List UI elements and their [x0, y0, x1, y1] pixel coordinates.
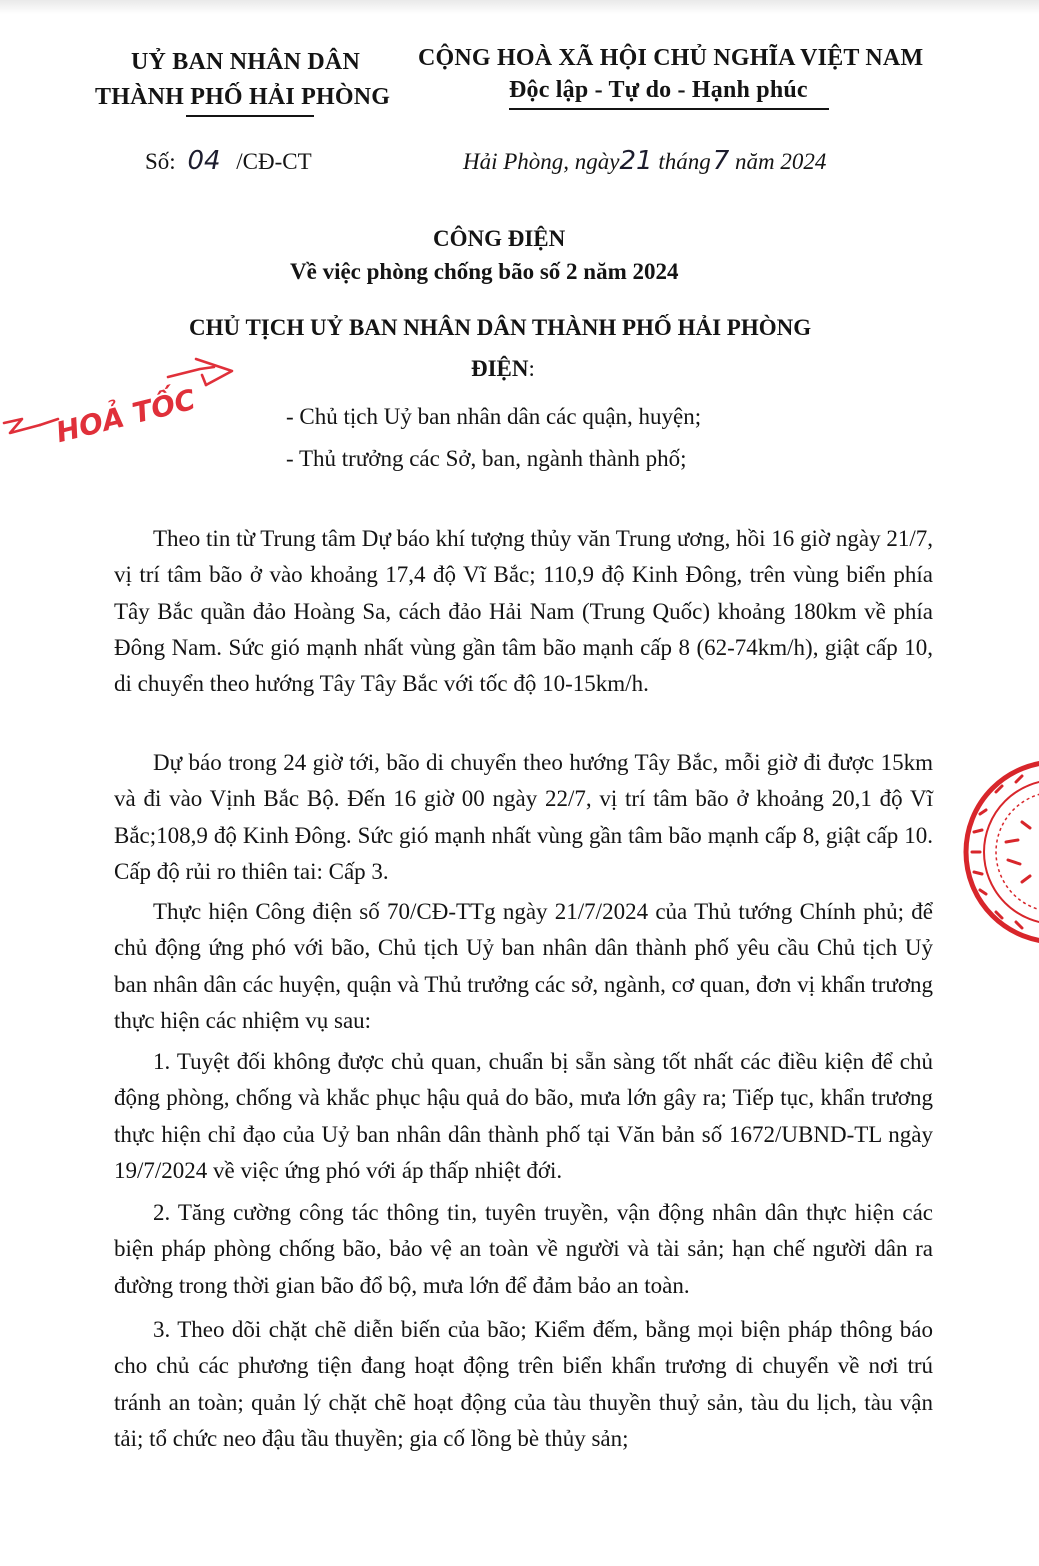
dien-word: ĐIỆN	[471, 356, 529, 381]
recipient-1: - Chủ tịch Uỷ ban nhân dân các quận, huyện;	[286, 404, 702, 429]
paragraph-1: Theo tin từ Trung tâm Dự báo khí tượng thủy văn Trung ương, hồi 16 giờ ngày 21/7, vị trí tâm bão ở vào khoảng 17,4 độ Vĩ Bắc; 110,9 độ Kinh Đông, trên vùng biển phía Tây Bắc quần đảo Hoàng Sa, cách đảo Hải Nam (Trung Quốc) khoảng 180km về phía Đông Nam. Sức gió mạnh nhất vùng gần tâm bão mạnh cấp 8 (62-74km/h), giật cấp 10, di chuyển theo hướng Tây Tây Bắc với tốc độ 10-15km/h.	[114, 526, 933, 697]
dien-colon: :	[528, 356, 535, 381]
scan-top-edge	[0, 0, 1039, 14]
so-label: Số:	[145, 149, 176, 174]
so-number-handwritten: 04	[187, 146, 221, 176]
urgent-stamp-text: HOẢ TỐC	[52, 382, 199, 447]
document-type: CÔNG ĐIỆN	[433, 226, 566, 251]
urgent-arrow-icon	[0, 357, 250, 447]
paragraph-4: 1. Tuyệt đối không được chủ quan, chuẩn bị sẵn sàng tốt nhất các điều kiện để chủ động phòng, chống và khắc phục hậu quả do bão, mưa lớn gây ra; Tiếp tục, khẩn trương thực hiện chỉ đạo của Uỷ ban nhân dân thành phố tại Văn bản số 1672/UBND-TL ngày 19/7/2024 về việc ứng phó với áp thấp nhiệt đới.	[114, 1049, 933, 1183]
month-label: tháng	[658, 149, 711, 174]
paragraph-6: 3. Theo dõi chặt chẽ diễn biến của bão; Kiểm đếm, bằng mọi biện pháp thông báo cho chủ các phương tiện đang hoạt động trên biển khẩn trương di chuyển về nơi trú tránh an toàn; quản lý chặt chẽ hoạt động của tàu thuyền thuỷ sản, tàu du lịch, tàu vận tải; tổ chức neo đậu tầu thuyền; gia cố lồng bè thủy sản;	[114, 1317, 933, 1451]
place-date	[463, 146, 826, 176]
nation-name: CỘNG HOÀ XÃ HỘI CHỦ NGHĨA VIỆT NAM	[418, 45, 924, 71]
sender-title: CHỦ TỊCH UỶ BAN NHÂN DÂN THÀNH PHỐ HẢI PHÒNG	[189, 315, 812, 340]
place-date-prefix: Hải Phòng, ngày	[463, 149, 620, 174]
urgent-stamp	[0, 357, 250, 452]
paragraph-3: Thực hiện Công điện số 70/CĐ-TTg ngày 21/7/2024 của Thủ tướng Chính phủ; để chủ động ứng phó với bão, Chủ tịch Uỷ ban nhân dân thành phố yêu cầu Chủ tịch Uỷ ban nhân dân các huyện, quận và Thủ trưởng các sở, ngành, cơ quan, đơn vị khẩn trương thực hiện các nhiệm vụ sau:	[114, 899, 933, 1033]
document-number	[145, 146, 312, 176]
day-handwritten: 21	[619, 146, 653, 176]
paragraph-2: Dự báo trong 24 giờ tới, bão di chuyển theo hướng Tây Bắc, mỗi giờ đi được 15km và đi vào Vịnh Bắc Bộ. Đến 16 giờ 00 ngày 22/7, vị trí tâm bão ở khoảng 20,1 độ Vĩ Bắc;108,9 độ Kinh Đông. Sức gió mạnh nhất vùng gần tâm bão mạnh cấp 8, giật cấp 10. Cấp độ rủi ro thiên tai: Cấp 3.	[114, 750, 933, 884]
nation-motto: Độc lập - Tự do - Hạnh phúc	[509, 77, 808, 103]
motto-underline	[509, 108, 829, 110]
dien-label	[471, 356, 535, 382]
recipient-2: - Thủ trưởng các Sở, ban, ngành thành phố;	[286, 446, 687, 471]
official-seal	[956, 752, 1039, 957]
issuing-org-line1: UỶ BAN NHÂN DÂN	[131, 49, 360, 75]
month-handwritten: 7	[712, 146, 730, 176]
seal-icon	[956, 752, 1039, 952]
issuing-org-line2: THÀNH PHỐ HẢI PHÒNG	[95, 84, 391, 110]
so-suffix: /CĐ-CT	[236, 149, 312, 174]
document-subject: Về việc phòng chống bão số 2 năm 2024	[290, 259, 679, 284]
org-underline	[186, 115, 314, 117]
year-text: năm 2024	[735, 149, 827, 174]
paragraph-5: 2. Tăng cường công tác thông tin, tuyên truyền, vận động nhân dân thực hiện các biện pháp phòng chống bão, bảo vệ an toàn về người và tài sản; hạn chế người dân ra đường trong thời gian bão đổ bộ, mưa lớn để đảm bảo an toàn.	[114, 1200, 933, 1298]
